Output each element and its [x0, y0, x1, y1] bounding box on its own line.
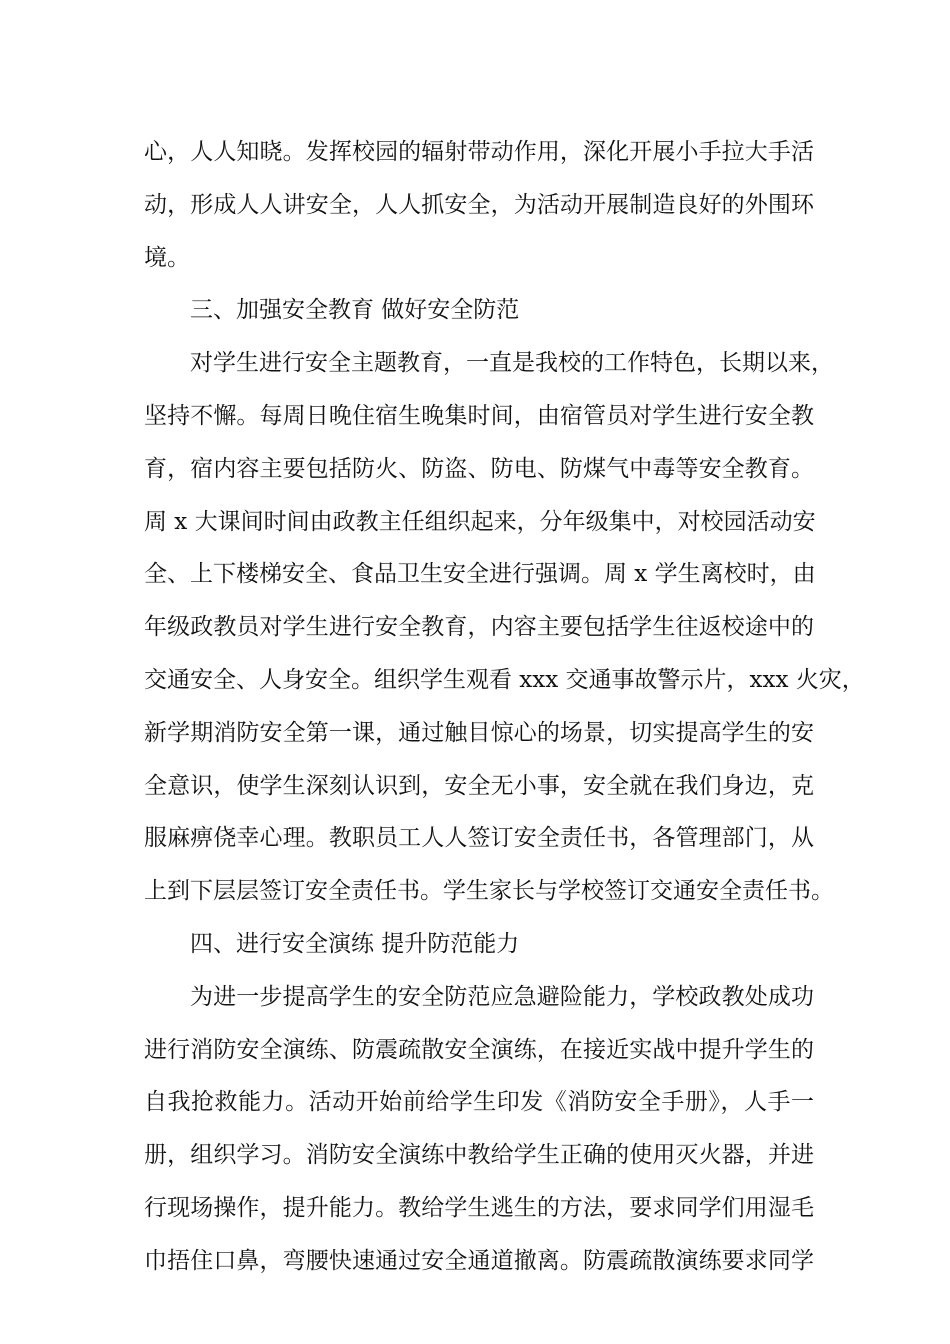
text-line-5: 对学生进行安全主题教育，一直是我校的工作特色，长期以来，	[190, 350, 834, 377]
section-heading-4: 四、进行安全演练 提升防范能力	[190, 930, 520, 957]
text-line-9: 全、上下楼梯安全、食品卫生安全进行强调。周 x 学生离校时，由	[144, 561, 816, 588]
text-line-19: 自我抢救能力。活动开始前给学生印发《消防安全手册》，人手一	[144, 1089, 814, 1116]
text-line-7: 育，宿内容主要包括防火、防盗、防电、防煤气中毒等安全教育。	[144, 455, 814, 482]
text-line-18: 进行消防安全演练、防震疏散安全演练，在接近实战中提升学生的	[144, 1036, 814, 1063]
text-line-11: 交通安全、人身安全。组织学生观看 xxx 交通事故警示片，xxx 火灾，	[144, 666, 865, 693]
text-line-3: 境。	[144, 244, 190, 271]
text-line-20: 册，组织学习。消防安全演练中教给学生正确的使用灭火器，并进	[144, 1142, 814, 1169]
text-line-22: 巾捂住口鼻，弯腰快速通过安全通道撤离。防震疏散演练要求同学	[144, 1247, 814, 1274]
text-line-1: 心，人人知晓。发挥校园的辐射带动作用，深化开展小手拉大手活	[144, 139, 814, 165]
text-line-6: 坚持不懈。每周日晚住宿生晚集时间，由宿管员对学生进行安全教	[144, 402, 814, 429]
text-line-15: 上到下层层签订安全责任书。学生家长与学校签订交通安全责任书。	[144, 878, 834, 905]
text-line-13: 全意识，使学生深刻认识到，安全无小事，安全就在我们身边，克	[144, 772, 814, 799]
document-body	[144, 126, 865, 1288]
text-line-21: 行现场操作，提升能力。教给学生逃生的方法，要求同学们用湿毛	[144, 1194, 814, 1221]
text-line-2: 动，形成人人讲安全，人人抓安全，为活动开展制造良好的外围环	[144, 191, 814, 218]
text-line-12: 新学期消防安全第一课，通过触目惊心的场景，切实提高学生的安	[144, 719, 814, 746]
section-heading-3: 三、加强安全教育 做好安全防范	[190, 297, 520, 324]
text-line-17: 为进一步提高学生的安全防范应急避险能力，学校政教处成功	[190, 983, 814, 1010]
text-line-8: 周 x 大课间时间由政教主任组织起来，分年级集中，对校园活动安	[144, 508, 816, 535]
text-line-14: 服麻痹侥幸心理。教职员工人人签订安全责任书，各管理部门，从	[144, 825, 814, 852]
text-line-10: 年级政教员对学生进行安全教育，内容主要包括学生往返校途中的	[144, 614, 814, 641]
